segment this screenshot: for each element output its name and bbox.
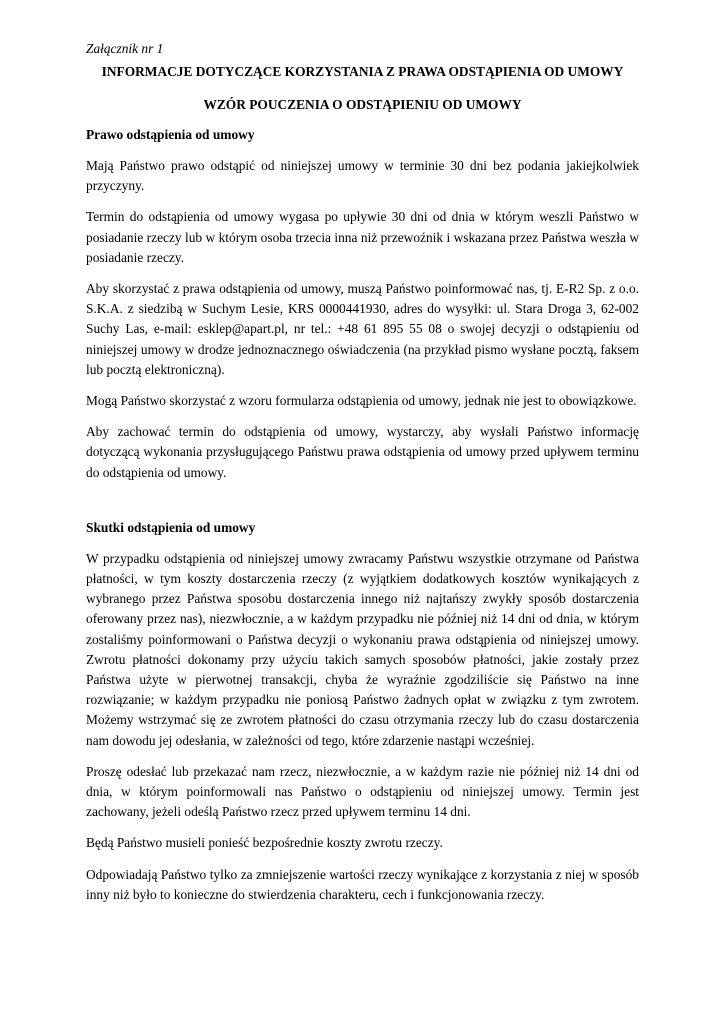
section-effects-of-withdrawal [86, 519, 639, 905]
document-title: INFORMACJE DOTYCZĄCE KORZYSTANIA Z PRAWA ODSTĄPIENIA OD UMOWY [101, 64, 624, 79]
paragraph: Termin do odstąpienia od umowy wygasa po upływie 30 dni od dnia w którym weszli Państwo w posiadanie rzeczy lub w którym osoba trzecia inna niż przewoźnik i wskazana przez Państwa weszła w posiadanie rzeczy. [86, 209, 639, 265]
paragraph: Mają Państwo prawo odstąpić od niniejszej umowy w terminie 30 dni bez podania jakiejkolwiek przyczyny. [86, 158, 639, 194]
annex-label: Załącznik nr 1 [86, 41, 164, 56]
paragraph: Aby skorzystać z prawa odstąpienia od umowy, muszą Państwo poinformować nas, tj. E-R2 Sp. z o.o. S.K.A. z siedzibą w Suchym Lesie, KRS 0000441930, adres do wysyłki: ul. Stara Droga 3, 62-002 Suchy Las, e-mail: esklep@apart.pl, nr tel.: +48 61 895 55 08 o swojej decyzji o odstąpieniu od niniejszej umowy w drodze jednoznacznego oświadczenia (na przykład pismo wysłane pocztą, faksem lub pocztą elektroniczną). [86, 281, 639, 377]
paragraph: Odpowiadają Państwo tylko za zmniejszenie wartości rzeczy wynikające z korzystania z niej w sposób inny niż było to konieczne do stwierdzenia charakteru, cech i funkcjonowania rzeczy. [86, 866, 639, 902]
paragraph: Aby zachować termin do odstąpienia od umowy, wystarczy, aby wysłali Państwo informację dotyczącą wykonania przysługującego Państwu prawa odstąpienia od umowy przed upływem terminu do odstąpienia od umowy. [86, 424, 639, 480]
section-spacer [86, 494, 639, 519]
paragraph: Mogą Państwo skorzystać z wzoru formularza odstąpienia od umowy, jednak nie jest to obowiązkowe. [86, 393, 637, 409]
section-heading: Prawo odstąpienia od umowy [86, 127, 255, 142]
paragraph: Będą Państwo musieli ponieść bezpośrednie koszty zwrotu rzeczy. [86, 835, 443, 851]
paragraph: W przypadku odstąpienia od niniejszej umowy zwracamy Państwu wszystkie otrzymane od Państwa płatności, w tym koszty dostarczenia rzeczy (z wyjątkiem dodatkowych kosztów wynikających z wybranego przez Państwa sposobu dostarczenia innego niż najtańszy zwykły sposób dostarczenia oferowany przez nas), niezwłocznie, a w każdym przypadku nie później niż 14 dni od dnia, w którym zostaliśmy poinformowani o Państwa decyzji o wykonaniu prawa odstąpienia od niniejszej umowy. Zwrotu płatności dokonamy przy użyciu takich samych sposobów płatności, jakie zostały przez Państwa użyte w pierwotnej transakcji, chyba że wyraźnie zgodziliście się Państwo na inne rozwiązanie; w każdym przypadku nie poniosą Państwo żadnych opłat w związku z tym zwrotem. Możemy wstrzymać się ze zwrotem płatności do czasu otrzymania rzeczy lub do czasu dostarczenia nam dowodu jej odesłania, w zależności od tego, które zdarzenie nastąpi wcześniej. [86, 550, 639, 748]
paragraph: Proszę odesłać lub przekazać nam rzecz, niezwłocznie, a w każdym razie nie później niż 14 dni od dnia, w którym poinformowali nas Państwo o odstąpieniu od niniejszej umowy. Termin jest zachowany, jeżeli odeślą Państwo rzecz przed upływem terminu 14 dni. [86, 763, 639, 820]
section-right-of-withdrawal [86, 126, 639, 483]
document-subtitle: WZÓR POUCZENIA O ODSTĄPIENIU OD UMOWY [203, 97, 522, 112]
section-heading: Skutki odstąpienia od umowy [86, 519, 256, 535]
